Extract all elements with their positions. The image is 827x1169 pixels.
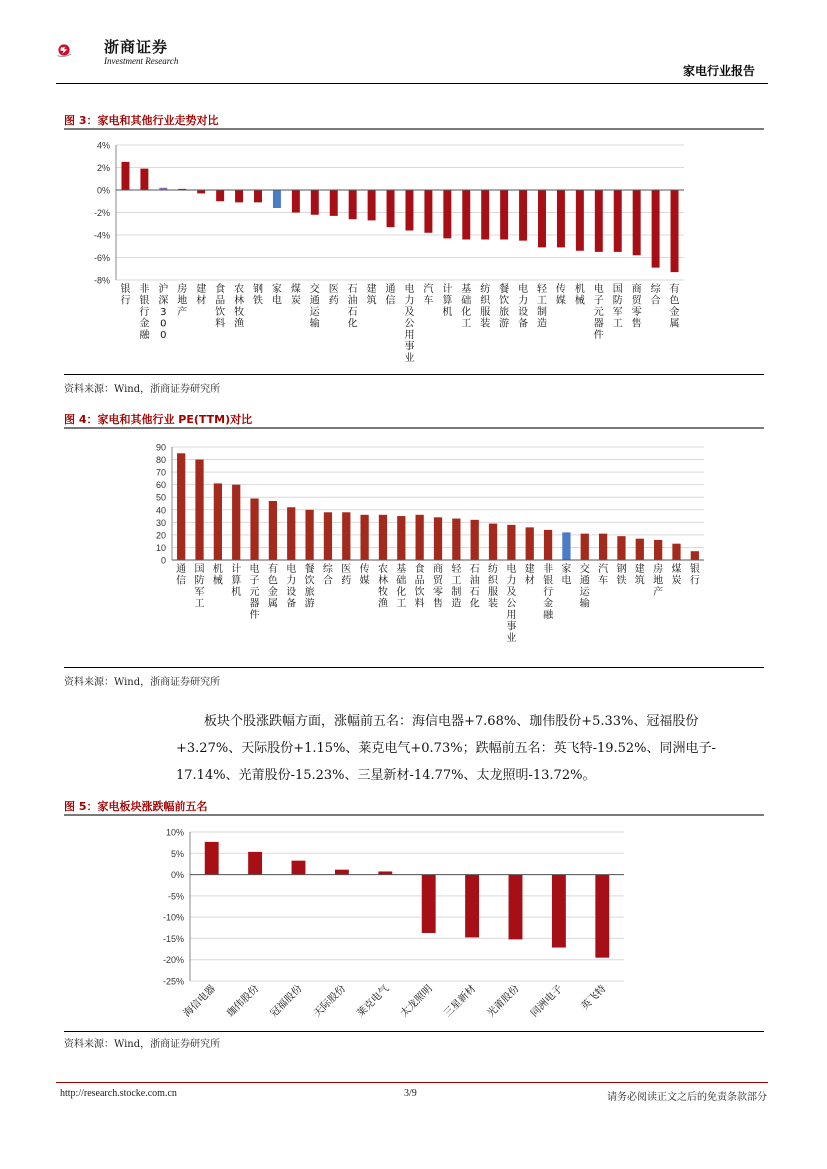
figure5-bottom-rule [64,1031,764,1032]
x-tick-label: 钢铁 [616,564,627,587]
x-tick-label: 综合 [650,284,661,307]
bar [205,842,219,875]
bar [595,190,603,252]
bar [562,532,570,560]
company-logo [56,30,104,70]
bar [360,515,368,560]
figure3-chart [64,132,764,372]
bar [335,870,349,875]
bar [489,524,497,560]
x-tick-label: 机械 [574,284,585,307]
x-tick-label: 莱克电气 [355,983,392,1020]
x-tick-label: 建材 [196,284,207,307]
y-tick-label: -10% [162,912,184,923]
x-tick-label: 传媒 [359,564,370,587]
bar [581,534,589,560]
x-tick-label: 有色金属 [669,284,680,330]
x-tick-label: 银行 [689,564,700,587]
bar [422,875,436,933]
y-tick-label: -20% [162,955,184,966]
bar [509,875,523,940]
paragraph-line: 17.14%、光莆股份-15.23%、三星新材-14.77%、太龙照明-13.72%。 [176,768,596,783]
y-tick-label: 60 [155,480,166,491]
x-tick-label: 电力设备 [518,284,529,330]
bar [552,875,566,948]
figure5-title: 图 5：家电板块涨跌幅前五名 [64,800,208,813]
bar [617,536,625,560]
x-tick-label: 天际股份 [311,983,349,1020]
paragraph-line: +3.27%、天际股份+1.15%、莱克电气+0.73%；跌幅前五名：英飞特-19.52%、同洲电子- [176,741,716,756]
x-tick-label: 电力及公用事业 [506,564,517,644]
stock-movers-paragraph [64,708,764,789]
x-tick-label: 英飞特 [579,983,609,1013]
x-tick-label: 建筑 [366,284,377,307]
bar [462,190,470,240]
x-tick-label: 房地产 [653,564,664,598]
y-tick-label: -2% [93,208,110,218]
x-tick-label: 传媒 [555,284,566,307]
y-tick-label: -6% [93,253,110,263]
x-tick-label: 房地产 [177,284,188,318]
x-tick-label: 有色金属 [267,564,278,610]
y-tick-label: 0% [96,185,110,196]
figure3-source: 资料来源：Wind，浙商证券研究所 [64,384,221,395]
brand-tagline: Investment Research [104,56,179,66]
y-tick-label: 80 [155,455,166,466]
x-tick-label: 汽车 [598,564,609,587]
bar [652,190,660,268]
bar [287,507,295,560]
x-tick-label: 国防军工 [612,284,623,330]
x-tick-label: 建筑 [634,564,645,587]
x-tick-label: 国防军工 [194,564,205,610]
bar [614,190,622,252]
bar [235,190,243,202]
y-tick-label: 10% [165,827,184,838]
x-tick-label: 商贸零售 [433,564,443,610]
x-tick-label: 食品饮料 [414,564,425,610]
x-tick-label: 交通运输 [309,284,320,330]
bar [526,527,534,560]
figure5-title-rule [64,814,764,816]
header-rule [56,83,768,84]
x-tick-label: 建材 [524,564,535,587]
x-tick-label: 通信 [385,284,396,307]
x-tick-label: 家电 [271,284,282,307]
x-tick-label: 农林牧渔 [377,564,388,610]
x-tick-label: 冠福股份 [268,983,305,1020]
x-tick-label: 三星新材 [442,983,479,1020]
bar [519,190,527,241]
footer-disclaimer: 请务必阅读正文之后的免责条款部分 [607,1092,767,1103]
y-tick-label: -4% [93,230,110,241]
y-tick-label: 40 [155,505,166,516]
bar [633,190,641,255]
x-tick-label: 电子元器件 [249,564,260,621]
y-tick-label: 2% [96,163,110,173]
x-tick-label: 电力及公用事业 [404,284,415,364]
bar [349,190,357,219]
x-tick-label: 钢铁 [253,284,263,307]
x-tick-label: 计算机 [442,284,453,318]
bar [691,551,699,560]
x-tick-label: 交通运输 [579,564,590,610]
bar [177,453,185,560]
bar [140,169,148,190]
x-tick-label: 光莆股份 [485,983,522,1020]
y-tick-label: 4% [96,140,110,151]
bar [216,190,224,201]
bar [254,190,262,202]
bar [397,516,405,560]
figure4-source: 资料来源：Wind，浙商证券研究所 [64,677,221,688]
bar [636,539,644,560]
y-tick-label: 50 [155,492,166,503]
bar [311,190,319,215]
figure5-chart [64,820,764,1030]
bar [471,520,479,560]
bar [195,460,203,560]
y-tick-label: 90 [155,442,166,453]
bar [576,190,584,251]
bar [342,512,350,560]
page-number: 3/9 [404,1088,417,1099]
report-type: 家电行业报告 [682,64,755,78]
x-tick-label: 太龙照明 [398,983,435,1020]
x-tick-label: 医药 [341,564,352,587]
x-tick-label: 轻工制造 [451,564,462,610]
x-tick-label: 基础化工 [396,564,407,610]
bar [507,525,515,560]
figure4-title: 图 4：家电和其他行业 PE(TTM)对比 [64,413,253,426]
x-tick-label: 基础化工 [461,284,472,330]
bar [672,544,680,560]
bar [434,517,442,560]
bar [292,861,306,875]
y-tick-label: 5% [170,848,184,859]
bar [481,190,489,240]
bar [599,534,607,560]
x-tick-label: 海信电器 [181,983,218,1020]
x-tick-label: 机械 [212,564,223,587]
brand-name: 浙商证券 [104,38,169,56]
bar [324,512,332,560]
bar [595,875,609,958]
bar [269,501,277,560]
x-tick-label: 计算机 [231,564,242,598]
x-tick-label: 纺织服装 [480,284,491,330]
y-tick-label: -25% [162,976,184,987]
x-tick-label: 轻工制造 [537,284,547,330]
x-tick-label: 家电 [561,564,572,587]
x-tick-label: 汽车 [423,284,434,307]
figure4-title-rule [64,427,764,429]
x-tick-label: 同洲电子 [528,983,566,1020]
x-tick-label: 石油石化 [347,284,358,330]
bar [292,190,300,213]
x-tick-label: 非银行金融 [543,564,554,621]
y-tick-label: -5% [167,891,184,902]
x-tick-label: 非银行金融 [139,284,150,341]
y-tick-label: -8% [93,275,110,286]
bar [452,519,460,560]
y-tick-label: -15% [162,933,184,944]
y-tick-label: 70 [155,467,166,478]
y-tick-label: 20 [155,530,166,541]
bar [330,190,338,216]
y-tick-label: 10 [155,542,166,553]
figure4-bottom-rule [64,667,764,668]
bar [379,515,387,560]
y-tick-label: 0 [160,555,166,566]
bar [654,540,662,560]
bar [232,485,240,560]
x-tick-label: 农林牧渔 [234,284,245,330]
x-tick-label: 煤炭 [290,284,301,307]
bar [557,190,565,247]
bar [544,530,552,560]
figure3-title: 图 3：家电和其他行业走势对比 [64,114,219,127]
bar [305,510,313,560]
x-tick-label: 银行 [120,284,131,307]
bar [443,190,451,238]
bar [248,852,262,875]
x-tick-label: 通信 [176,564,187,587]
x-tick-label: 石油石化 [469,564,480,610]
figure3-bottom-rule [64,374,764,375]
bar [405,190,413,231]
y-tick-label: 30 [155,517,166,528]
x-tick-label: 电子元器件 [593,284,604,341]
bar [424,190,432,233]
bar [273,190,281,208]
x-tick-label: 餐饮旅游 [304,564,315,610]
bar [416,515,424,560]
figure5-source: 资料来源：Wind，浙商证券研究所 [64,1039,221,1050]
bar [465,875,479,938]
x-tick-label: 综合 [322,564,333,587]
x-tick-label: 餐饮旅游 [499,284,510,330]
footer-url[interactable]: http://research.stocke.com.cn [60,1088,177,1099]
bar [250,498,258,560]
x-tick-label: 电力设备 [286,564,297,610]
figure4-chart [64,432,764,664]
x-tick-label: 纺织服装 [488,564,499,610]
bar [500,190,508,240]
paragraph-line: 板块个股涨跌幅方面，涨幅前五名：海信电器+7.68%、珈伟股份+5.33%、冠福股份 [204,714,699,729]
y-tick-label: 0% [170,870,184,881]
x-tick-label: 食品饮料 [215,284,226,330]
bar [368,190,376,220]
bar [214,483,222,560]
x-tick-label: 商贸零售 [631,284,642,330]
bar [121,162,129,190]
x-tick-label: 沪深 3 0 0 [158,284,169,341]
bar [538,190,546,247]
bar [197,190,205,193]
footer-rule [56,1082,768,1083]
x-tick-label: 珈伟股份 [225,983,262,1020]
figure3-title-rule [64,128,764,130]
x-tick-label: 煤炭 [671,564,682,587]
x-tick-label: 医药 [328,284,339,307]
bar [387,190,395,227]
bar [671,190,679,272]
